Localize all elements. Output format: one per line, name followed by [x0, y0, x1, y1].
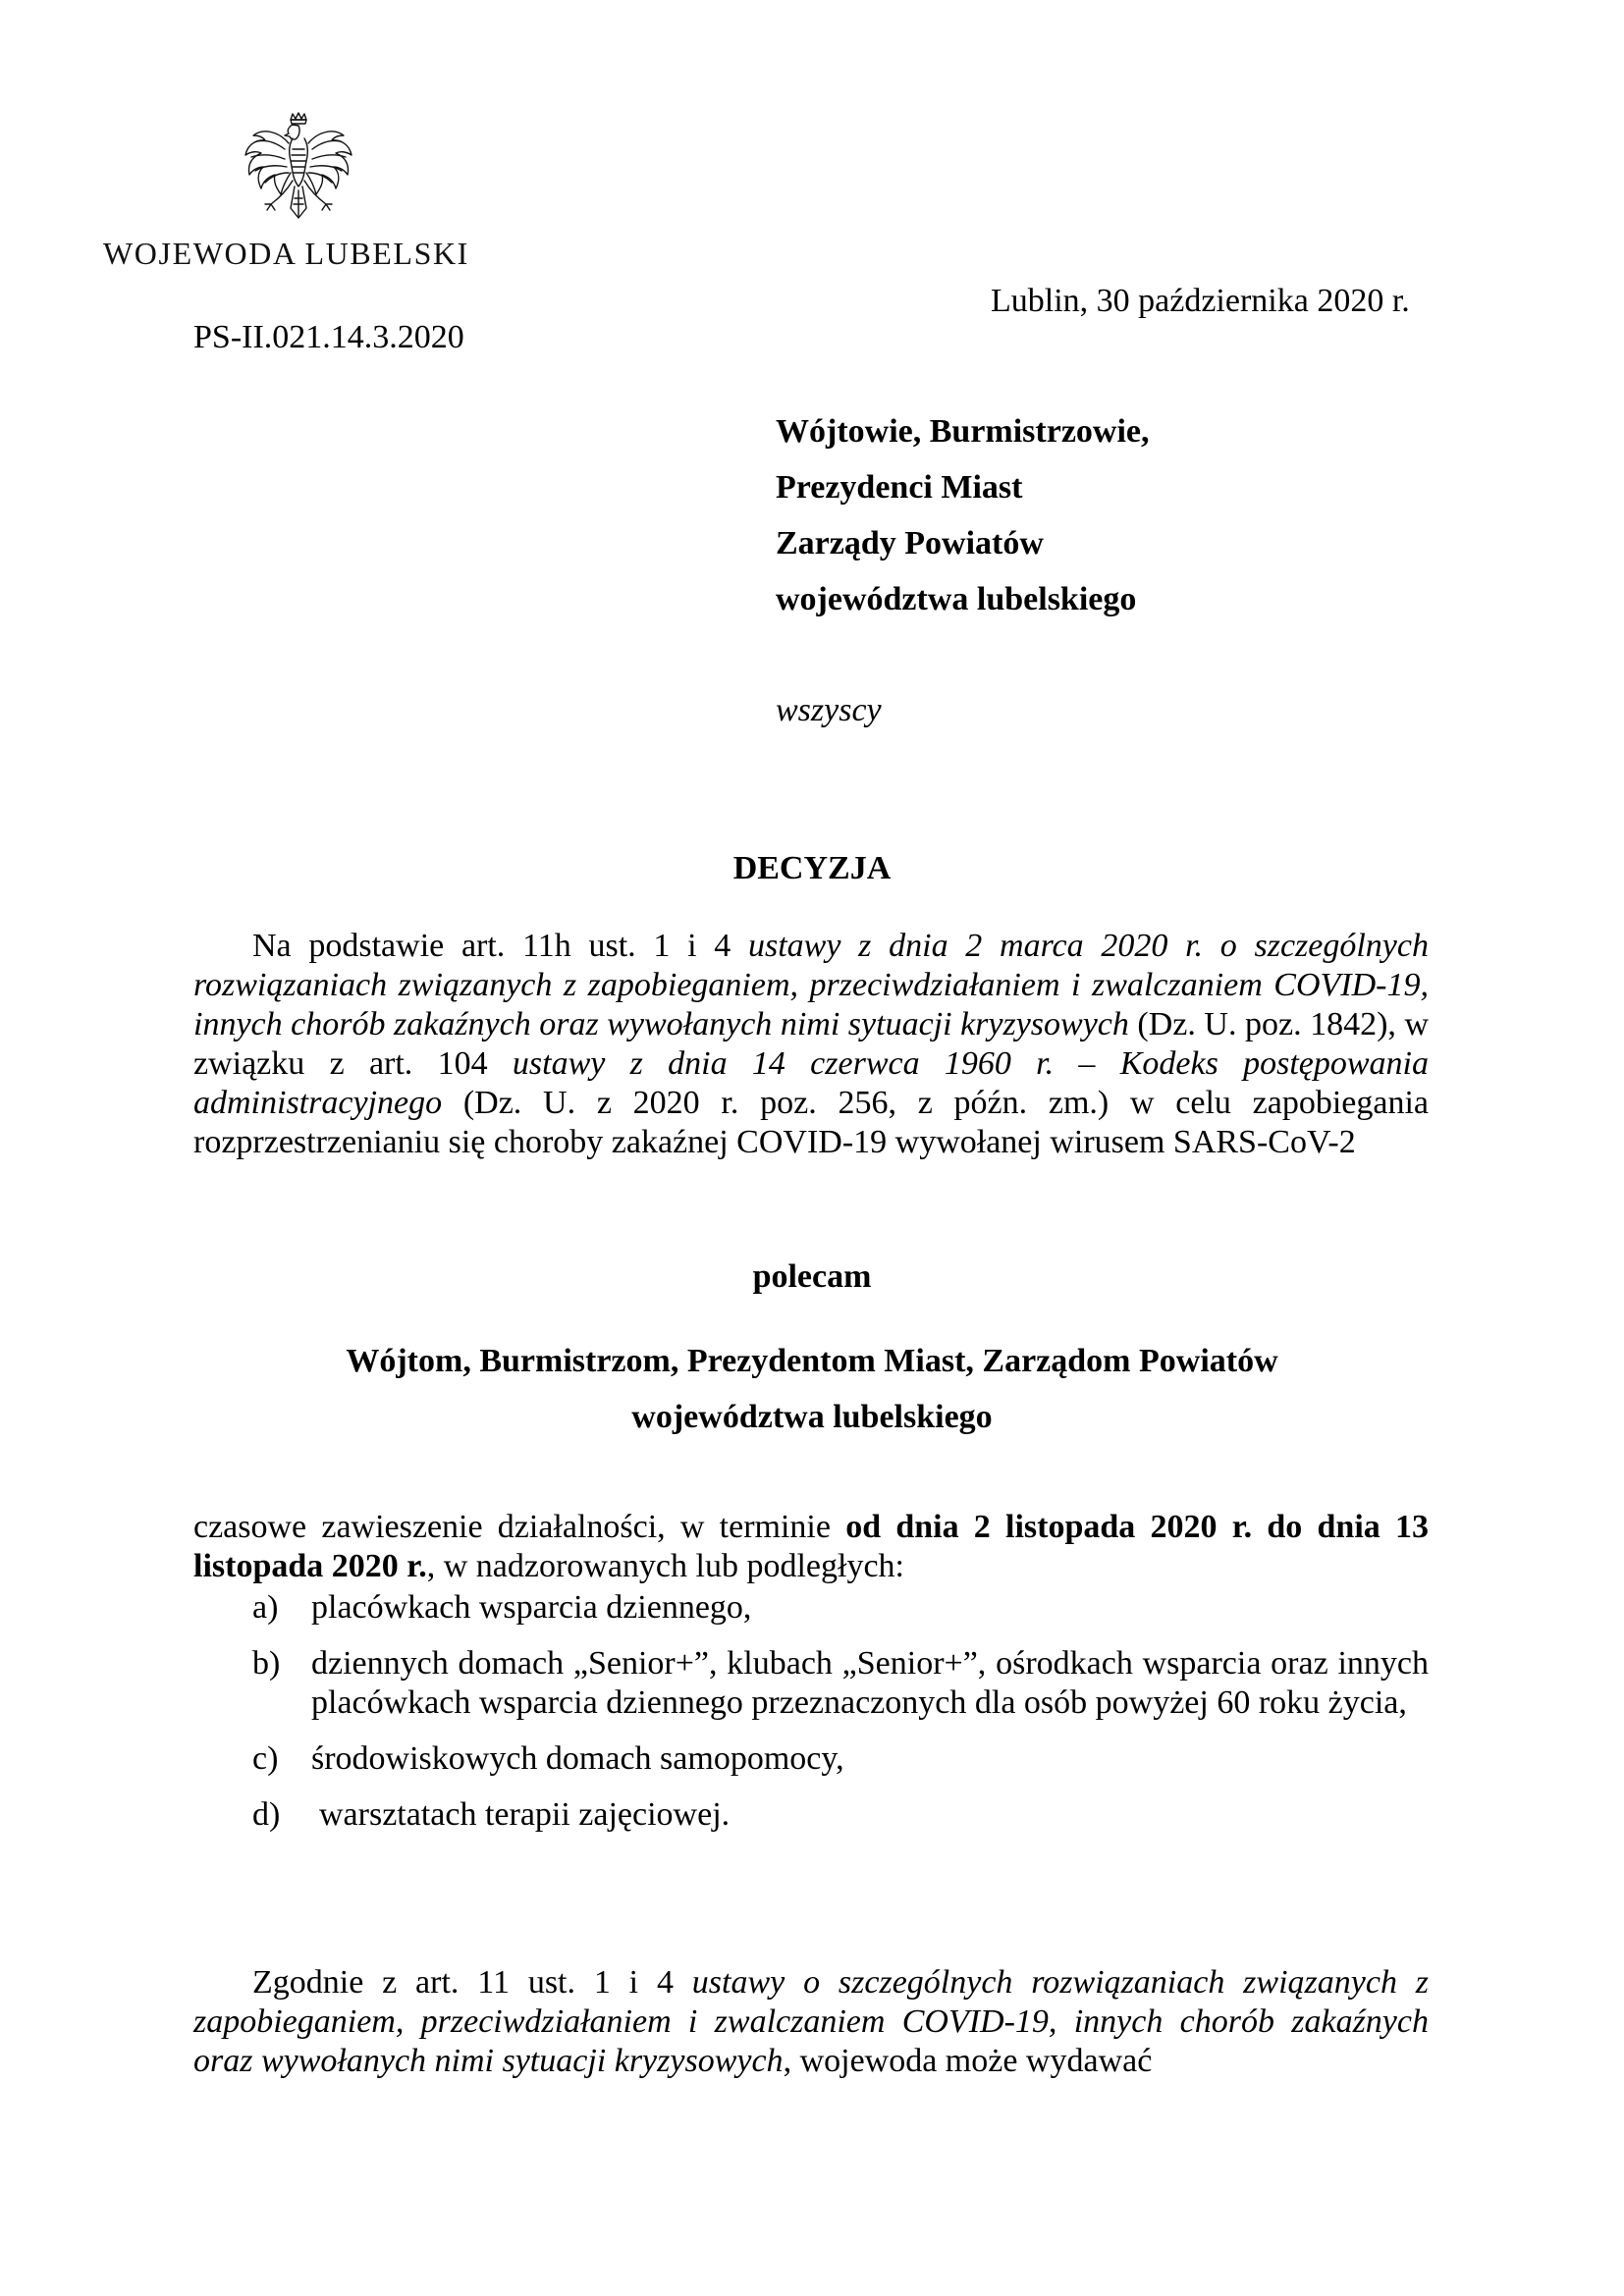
legal-basis-paragraph [193, 1963, 1429, 2081]
recipient-line: województwa lubelskiego [776, 581, 1137, 617]
addressee-line: Wójtom, Burmistrzom, Prezydentom Miast, Zarządom Powiatów [346, 1343, 1278, 1379]
text-segment-italic: ustawy z dnia 14 czerwca 1960 r. – Kodeks postępowania administracyjnego [193, 1045, 1429, 1121]
text-segment-normal: Na podstawie art. 11h ust. 1 i 4 [252, 928, 748, 964]
list-item [193, 1795, 1429, 1835]
text-segment-normal: (Dz. U. poz. 1842), w związku z art. 104 [193, 1006, 1429, 1082]
list-item-text: warsztatach terapii zajęciowej. [319, 1796, 731, 1833]
list-item-text: dziennych domach „Senior+”, klubach „Senior+”, ośrodkach wsparcia oraz innych placówkach wsparcia dziennego przeznaczonych dla osób powyżej 60 roku życia, [311, 1645, 1429, 1721]
addressee-line: województwa lubelskiego [631, 1399, 993, 1435]
polish-eagle-emblem-icon [234, 110, 363, 240]
recipients-note: wszyscy [776, 692, 882, 728]
list-item-text: środowiskowych domach samopomocy, [311, 1740, 844, 1777]
recipients-block [776, 412, 1150, 636]
suspension-paragraph [193, 1508, 1429, 1586]
list-marker: a) [252, 1589, 279, 1626]
directive-word: polecam [752, 1258, 872, 1295]
facility-list [193, 1588, 1429, 1851]
list-marker: d) [252, 1796, 281, 1833]
text-segment-italic: ustawy z dnia 2 marca 2020 r. o szczególnych rozwiązaniach związanych z zapobieganiem, przeciwdziałaniem i zwalczaniem COVID-19, innych chorób zakaźnych oraz wywołanych nimi sytuacji kryzysowych [193, 928, 1429, 1042]
text-segment-bold: od dnia 2 listopada 2020 r. do dnia 13 listopada 2020 r. [193, 1509, 1430, 1584]
list-marker: c) [252, 1740, 279, 1777]
place-date: Lublin, 30 października 2020 r. [991, 283, 1410, 319]
addressees-block [0, 1333, 1624, 1445]
text-segment-normal: , wojewoda może wydawać [783, 2043, 1153, 2079]
document-heading: DECYZJA [732, 850, 892, 886]
text-segment-normal: , w nadzorowanych lub podległych: [426, 1548, 904, 1584]
intro-paragraph [193, 927, 1429, 1162]
office-name: WOJEWODA LUBELSKI [103, 236, 469, 271]
text-segment-italic: ustawy o szczególnych rozwiązaniach związanych z zapobieganiem, przeciwdziałaniem i zwalczaniem COVID-19, innych chorób zakaźnych oraz wywołanych nimi sytuacji kryzysowych [193, 1964, 1430, 2079]
reference-number: PS-II.021.14.3.2020 [193, 319, 464, 355]
list-marker: b) [252, 1645, 281, 1682]
recipient-line: Wójtowie, Burmistrzowie, [776, 413, 1150, 450]
list-item-text: placówkach wsparcia dziennego, [311, 1589, 752, 1626]
list-item [193, 1588, 1429, 1628]
text-segment-normal: (Dz. U. z 2020 r. poz. 256, z późn. zm.) w celu zapobiegania rozprzestrzenianiu się choroby zakaźnej COVID-19 wywołanej wirusem SARS-CoV-2 [193, 1085, 1429, 1160]
text-segment-normal: Zgodnie z art. 11 ust. 1 i 4 [252, 1964, 692, 2001]
recipient-line: Zarządy Powiatów [776, 525, 1044, 561]
text-segment-normal: czasowe zawieszenie działalności, w terminie [193, 1509, 846, 1545]
recipient-line: Prezydenci Miast [776, 469, 1023, 506]
list-item [193, 1739, 1429, 1779]
list-item [193, 1644, 1429, 1723]
